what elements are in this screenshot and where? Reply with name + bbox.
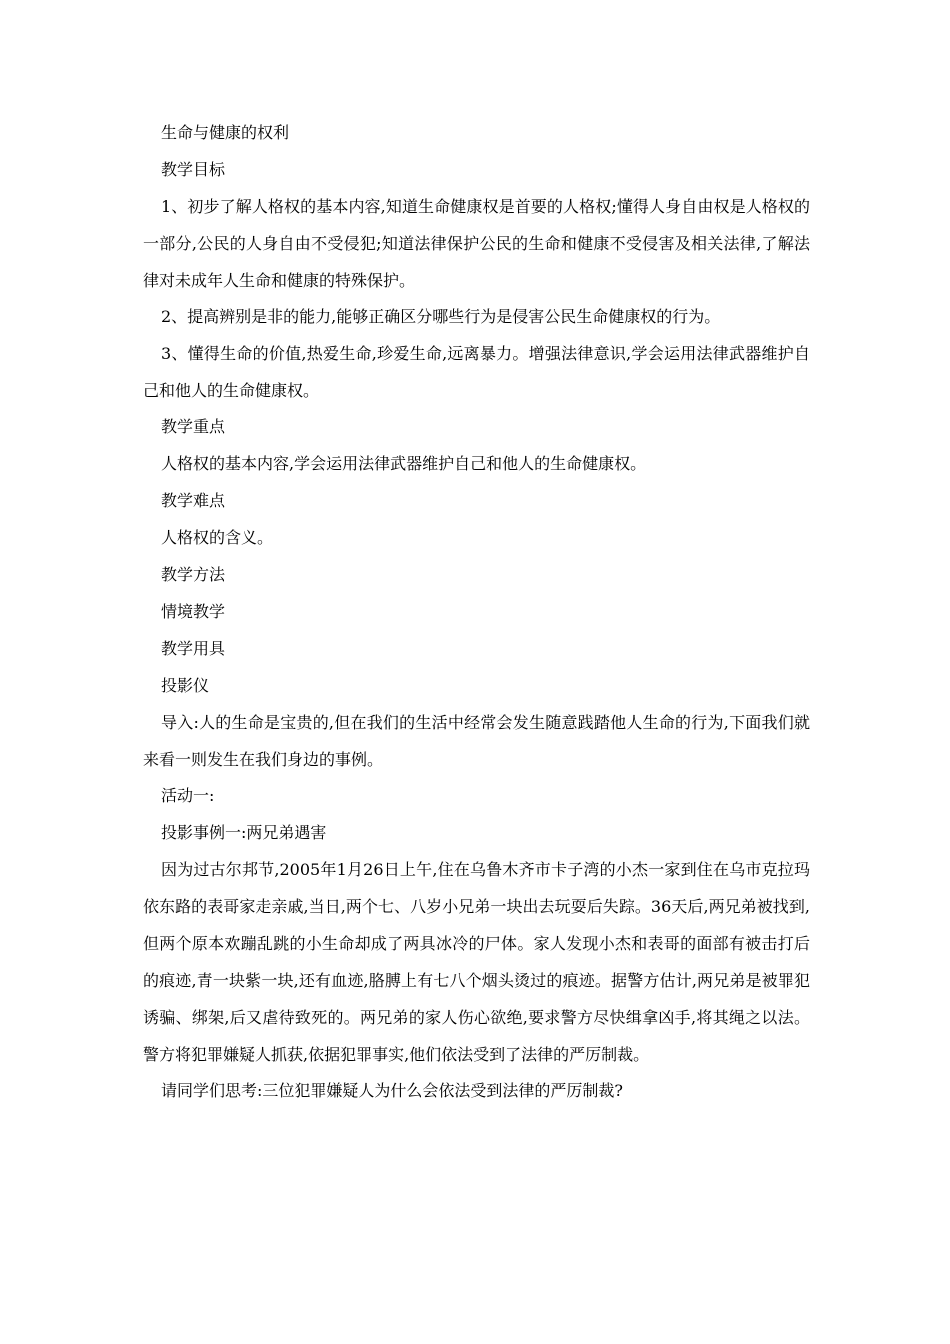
case-body: 因为过古尔邦节,2005年1月26日上午,住在乌鲁木齐市卡子湾的小杰一家到住在乌市克拉玛依东路的表哥家走亲戚,当日,两个七、八岁小兄弟一块出去玩耍后失踪。36天后,两兄弟被找到,但两个原本欢蹦乱跳的小生命却成了两具冰冷的尸体。家人发现小杰和表哥的面部有被击打后的痕迹,青一块紫一块,还有血迹,胳膊上有七八个烟头烫过的痕迹。据警方估计,两兄弟是被罪犯诱骗、绑架,后又虐待致死的。两兄弟的家人伤心欲绝,要求警方尽快缉拿凶手,将其绳之以法。警方将犯罪嫌疑人抓获,依据犯罪事实,他们依法受到了法律的严厉制裁。 (143, 860, 810, 1064)
section-heading-tools: 教学用具 (161, 639, 226, 658)
introduction-text: 导入:人的生命是宝贵的,但在我们的生活中经常会发生随意践踏他人生命的行为,下面我们就来看一则发生在我们身边的事例。 (143, 713, 810, 769)
activity-heading: 活动一: (161, 786, 215, 805)
discussion-question: 请同学们思考:三位犯罪嫌疑人为什么会依法受到法律的严厉制裁? (161, 1081, 623, 1100)
document-body (143, 120, 810, 1115)
key-points-text: 人格权的基本内容,学会运用法律武器维护自己和他人的生命健康权。 (161, 454, 647, 473)
objective-2: 2、提高辨别是非的能力,能够正确区分哪些行为是侵害公民生命健康权的行为。 (161, 307, 721, 326)
doc-title: 生命与健康的权利 (161, 123, 290, 142)
difficulties-text: 人格权的含义。 (161, 528, 274, 547)
tools-text: 投影仪 (161, 676, 210, 695)
methods-text: 情境教学 (161, 602, 226, 621)
case-title: 投影事例一:两兄弟遇害 (161, 823, 327, 842)
section-heading-key-points: 教学重点 (161, 417, 226, 436)
section-heading-objectives: 教学目标 (161, 160, 226, 179)
objective-1: 1、初步了解人格权的基本内容,知道生命健康权是首要的人格权;懂得人身自由权是人格权的一部分,公民的人身自由不受侵犯;知道法律保护公民的生命和健康不受侵害及相关法律,了解法律对未成年人生命和健康的特殊保护。 (143, 197, 810, 290)
section-heading-difficulties: 教学难点 (161, 491, 226, 510)
section-heading-methods: 教学方法 (161, 565, 226, 584)
objective-3: 3、懂得生命的价值,热爱生命,珍爱生命,远离暴力。增强法律意识,学会运用法律武器维护自己和他人的生命健康权。 (143, 344, 810, 400)
